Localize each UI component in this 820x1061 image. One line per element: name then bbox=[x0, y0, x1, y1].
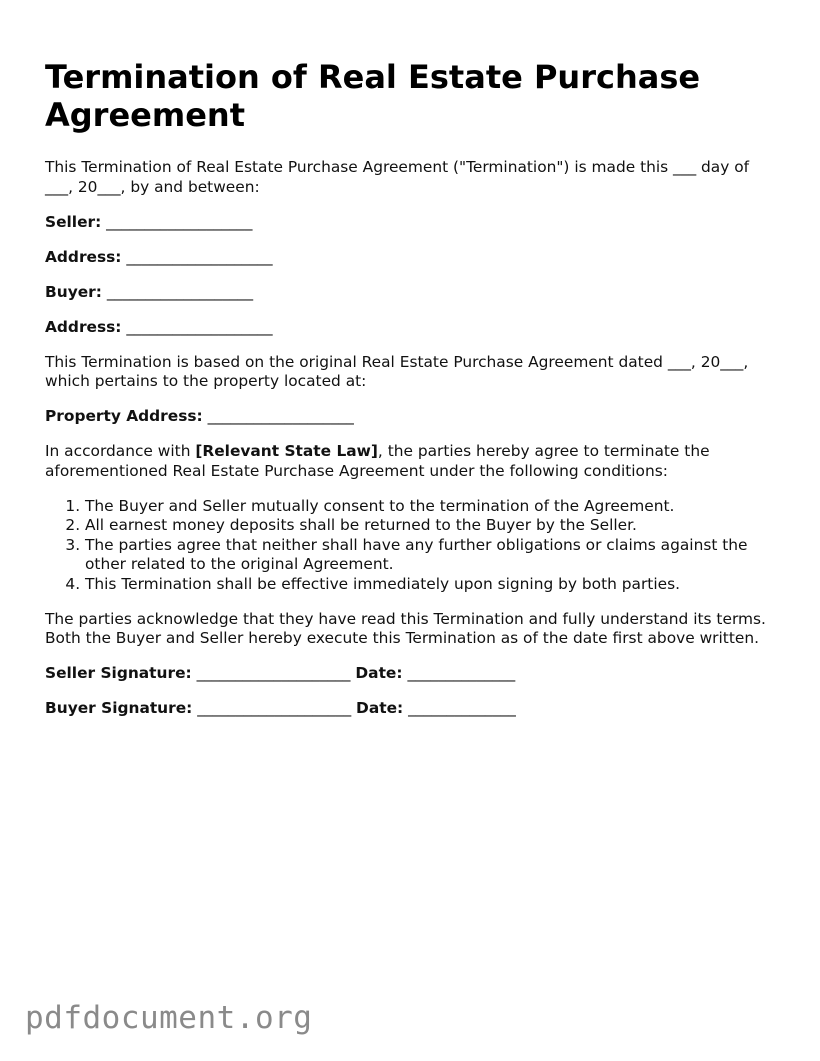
buyer-signature-label: Buyer Signature: bbox=[45, 699, 193, 717]
conditions-list bbox=[45, 497, 780, 595]
seller-address-field bbox=[45, 248, 780, 268]
buyer-signature-blank: ____________________ bbox=[197, 699, 352, 717]
relevant-state-law: [Relevant State Law] bbox=[195, 442, 378, 460]
buyer-address-field bbox=[45, 318, 780, 338]
accordance-before: In accordance with bbox=[45, 442, 196, 460]
watermark-text: pdfdocument.org bbox=[25, 1000, 313, 1036]
property-address-blank: ___________________ bbox=[207, 407, 354, 425]
intro-paragraph: This Termination of Real Estate Purchase Agreement ("Termination") is made this ___ day of ___, 20___, by and between: bbox=[45, 158, 750, 196]
buyer-date-blank: ______________ bbox=[408, 699, 516, 717]
accordance-paragraph bbox=[45, 442, 780, 481]
document-page bbox=[45, 58, 780, 734]
seller-label: Seller: bbox=[45, 212, 102, 231]
acknowledge-paragraph: The parties acknowledge that they have read this Termination and fully understand its terms. Both the Buyer and Seller hereby execute this Termination as of the date first above written. bbox=[45, 609, 766, 647]
seller-signature-blank: ____________________ bbox=[196, 664, 351, 682]
accordance-after: , the parties hereby agree to terminate the aforementioned Real Estate Purchase Agreement under the following conditions: bbox=[45, 442, 710, 480]
list-item: 3. The parties agree that neither shall have any further obligations or claims against the other related to the original Agreement. bbox=[85, 536, 780, 575]
list-item: 2. All earnest money deposits shall be returned to the Buyer by the Seller. bbox=[85, 516, 780, 536]
list-item: 4. This Termination shall be effective immediately upon signing by both parties. bbox=[85, 575, 780, 595]
seller-signature-line bbox=[45, 664, 780, 684]
seller-date-label: Date: bbox=[355, 664, 403, 682]
basis-paragraph: This Termination is based on the original Real Estate Purchase Agreement dated ___, 20___, which pertains to the property located at: bbox=[45, 352, 749, 390]
buyer-blank: ___________________ bbox=[106, 282, 254, 301]
property-address-label: Property Address: bbox=[45, 407, 203, 425]
list-item: 1. The Buyer and Seller mutually consent to the termination of the Agreement. bbox=[85, 497, 780, 517]
buyer-field bbox=[45, 283, 780, 303]
seller-blank: ___________________ bbox=[106, 212, 253, 231]
document-title: Termination of Real Estate Purchase Agreement bbox=[45, 58, 701, 134]
seller-date-blank: ______________ bbox=[407, 664, 516, 682]
buyer-address-label: Address: bbox=[45, 317, 122, 336]
seller-signature-label: Seller Signature: bbox=[45, 664, 192, 682]
buyer-date-label: Date: bbox=[356, 699, 404, 717]
property-address-field bbox=[45, 407, 780, 427]
buyer-label: Buyer: bbox=[45, 282, 102, 301]
buyer-address-blank: ___________________ bbox=[126, 317, 273, 336]
buyer-signature-line bbox=[45, 699, 780, 719]
seller-address-label: Address: bbox=[45, 247, 122, 266]
seller-address-blank: ___________________ bbox=[126, 247, 273, 266]
seller-field bbox=[45, 213, 780, 233]
